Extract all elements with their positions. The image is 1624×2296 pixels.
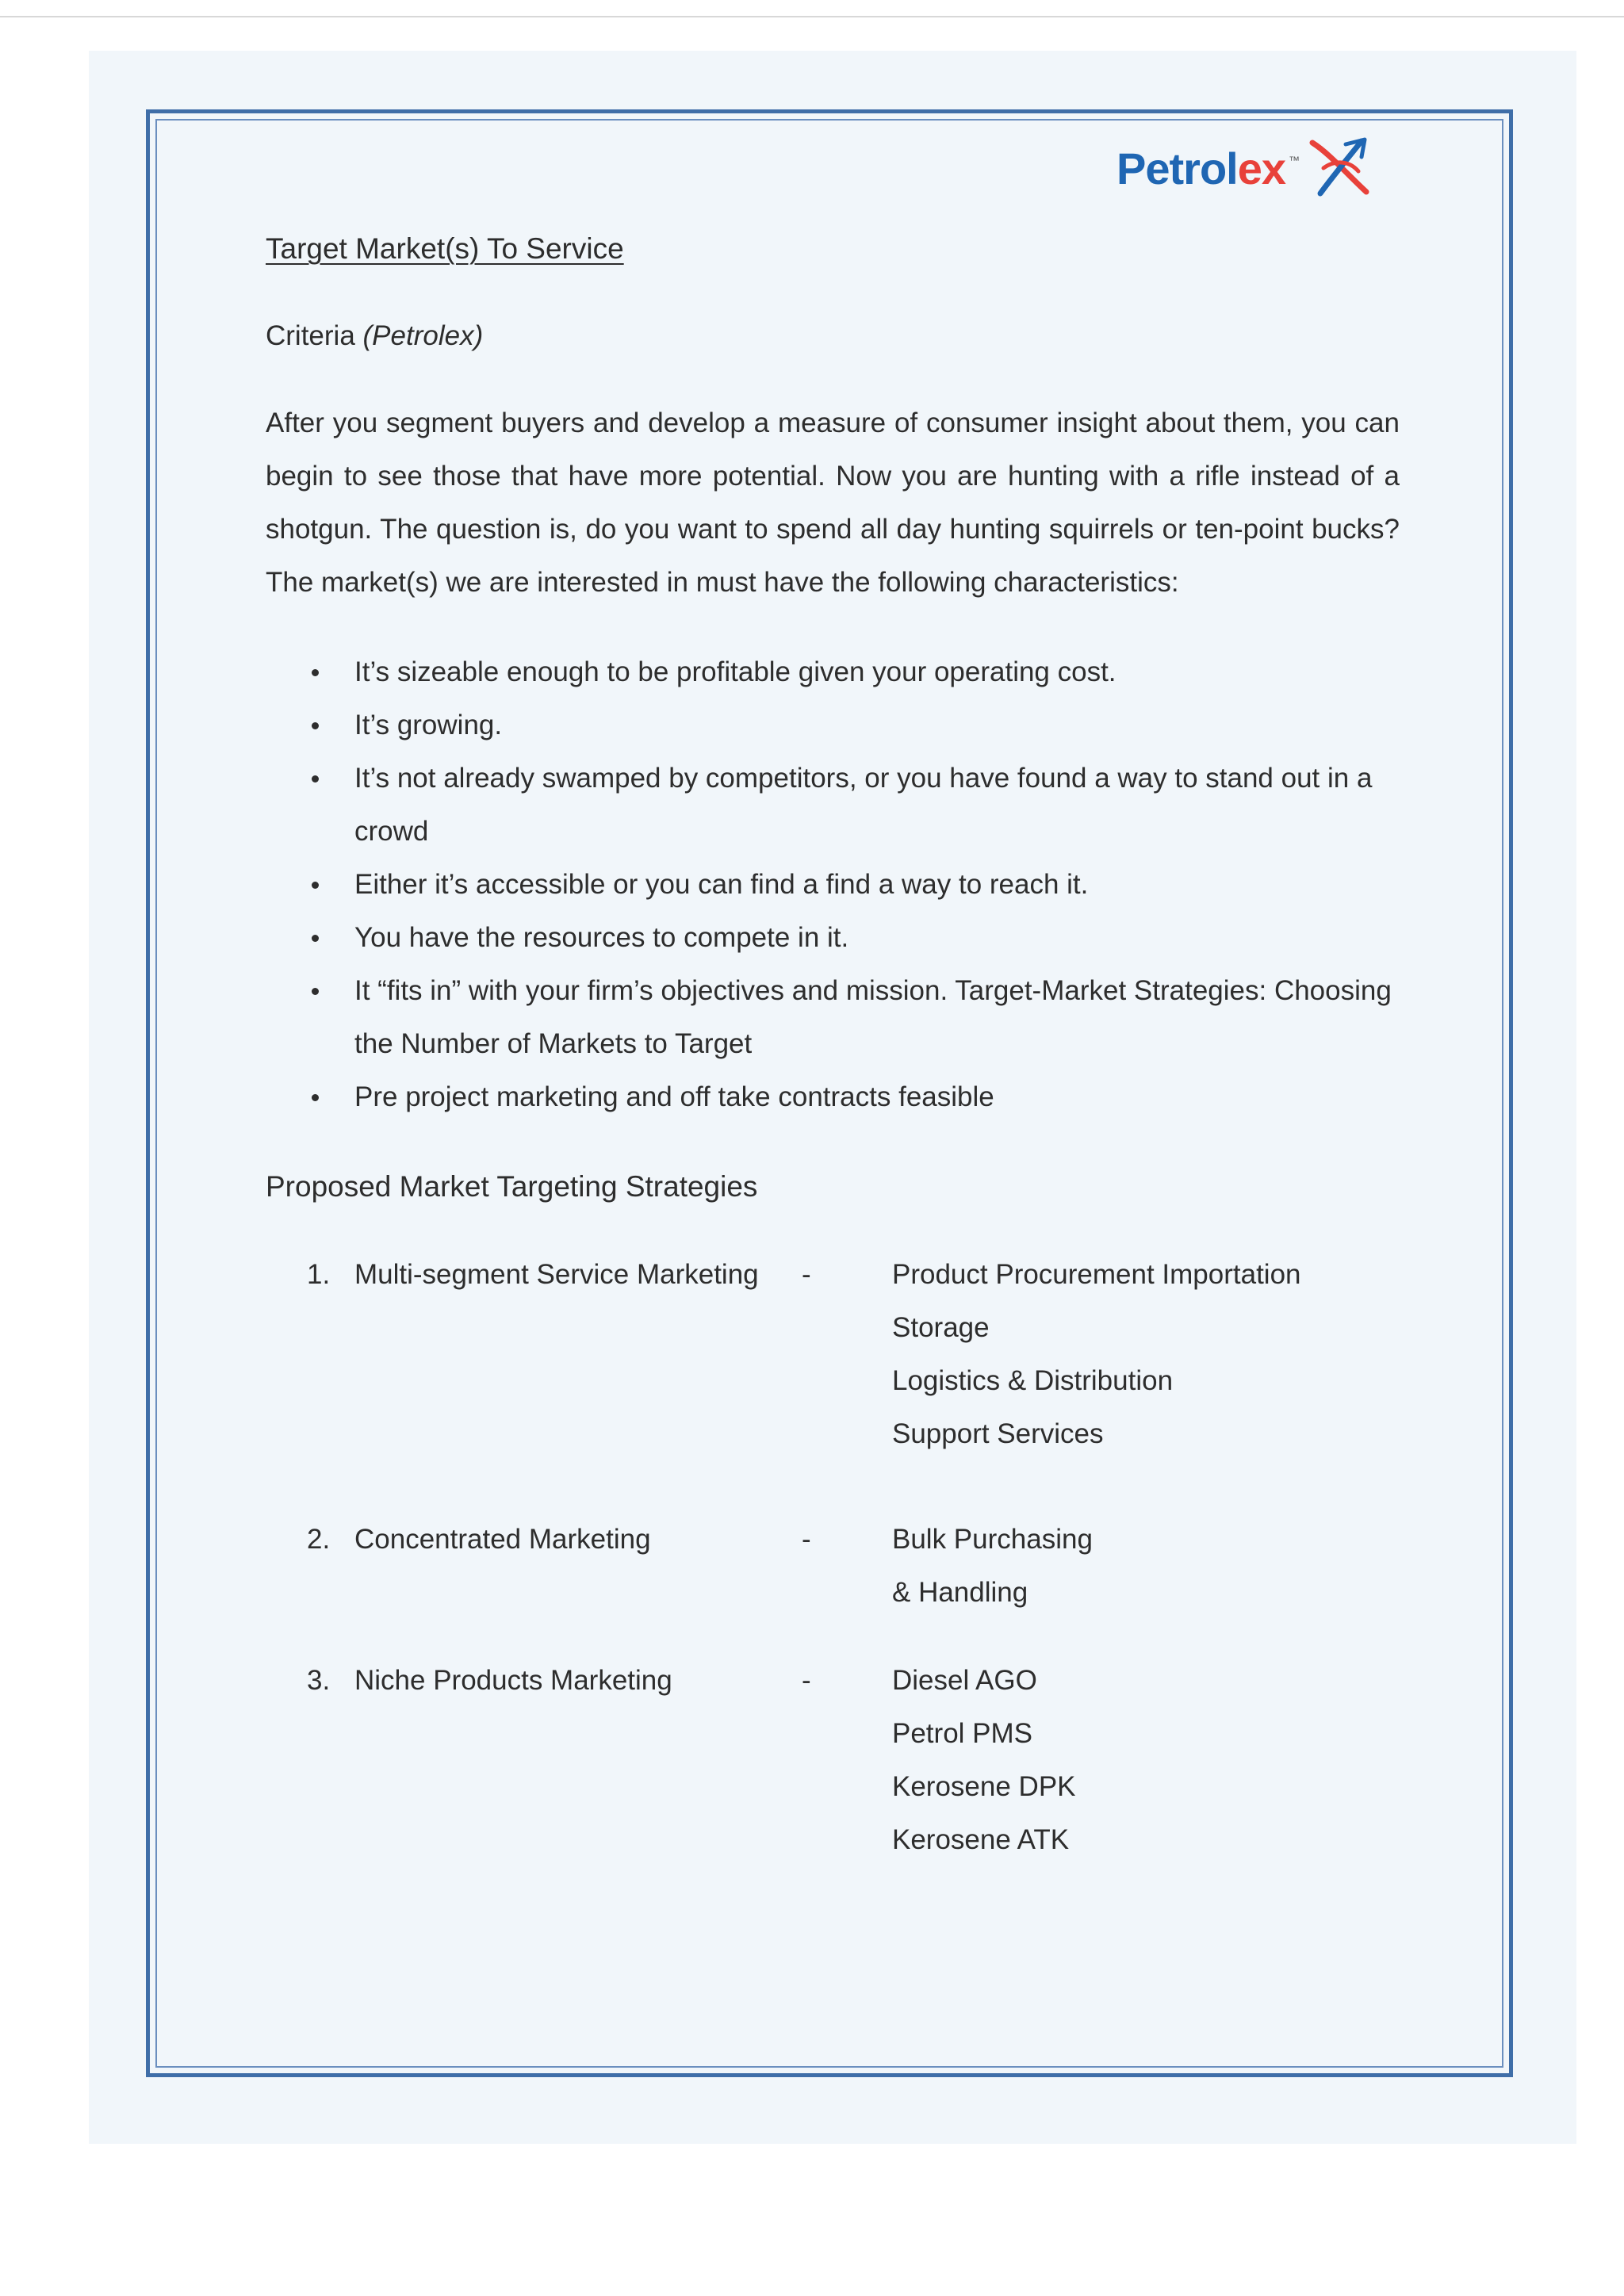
list-item: It’s growing. xyxy=(266,698,1400,752)
logo-trademark: ™ xyxy=(1289,154,1300,166)
strategy-subitem: & Handling xyxy=(892,1577,1028,1608)
criteria-label: Criteria xyxy=(266,320,363,351)
criteria-line xyxy=(266,309,1400,362)
strategy-dash: - xyxy=(802,1665,811,1696)
page-title: Target Market(s) To Service xyxy=(266,232,624,265)
strategy-subitem: Diesel AGO xyxy=(892,1665,1037,1696)
list-item: It’s sizeable enough to be profitable given your operating cost. xyxy=(266,645,1400,698)
bullet-icon xyxy=(312,1094,319,1101)
strategy-subitem: Bulk Purchasing xyxy=(892,1524,1093,1555)
strategy-number: 2. xyxy=(307,1524,331,1555)
bullet-icon xyxy=(312,722,319,729)
strategy-dash: - xyxy=(802,1524,811,1555)
strategy-number: 3. xyxy=(307,1665,331,1696)
strategy-name: Niche Products Marketing xyxy=(354,1665,672,1696)
bullet-icon xyxy=(312,882,319,889)
strategy-sublist xyxy=(892,1248,1400,1460)
document-body xyxy=(266,222,1400,1866)
intro-paragraph: After you segment buyers and develop a measure of consumer insight about them, you can begin to see those that have more potential. Now you are hunting with a rifle instead of a shotgun. The question is, do you want to spend all day hunting squirrels or ten-point bucks? The market(s) we are interested in must have the following characteristics: xyxy=(266,408,1400,598)
strategy-item xyxy=(266,1248,1400,1460)
strategy-subitem: Kerosene DPK xyxy=(892,1771,1076,1802)
bullet-icon xyxy=(312,988,319,995)
strategy-number: 1. xyxy=(307,1259,331,1290)
strategy-dash: - xyxy=(802,1259,811,1290)
strategy-subitem: Support Services xyxy=(892,1418,1104,1449)
list-item: Pre project marketing and off take contracts feasible xyxy=(266,1070,1400,1123)
petrolex-mark-icon xyxy=(1306,136,1376,200)
bullet-icon xyxy=(312,775,319,783)
petrolex-logo xyxy=(1116,136,1376,200)
strategy-item xyxy=(266,1513,1400,1619)
strategy-subitem: Kerosene ATK xyxy=(892,1824,1070,1855)
strategy-sublist xyxy=(892,1654,1400,1866)
bullet-icon xyxy=(312,935,319,942)
characteristics-list xyxy=(266,645,1400,1123)
strategy-subitem: Product Procurement Importation xyxy=(892,1259,1301,1290)
list-item: It “fits in” with your firm’s objectives and mission. Target-Market Strategies: Choosing the Number of Markets to Target xyxy=(266,964,1400,1070)
list-item: You have the resources to compete in it. xyxy=(266,911,1400,964)
strategy-name: Multi-segment Service Marketing xyxy=(354,1259,759,1290)
strategy-subitem: Storage xyxy=(892,1312,990,1343)
logo-wordmark: Petrolex xyxy=(1116,143,1285,193)
bullet-icon xyxy=(312,669,319,676)
strategy-name: Concentrated Marketing xyxy=(354,1524,651,1555)
scan-top-edge xyxy=(0,16,1624,17)
strategy-sublist xyxy=(892,1513,1400,1619)
list-item: It’s not already swamped by competitors, or you have found a way to stand out in a crowd xyxy=(266,752,1400,858)
list-item: Either it’s accessible or you can find a find a way to reach it. xyxy=(266,858,1400,911)
strategy-subitem: Petrol PMS xyxy=(892,1718,1032,1749)
criteria-source: (Petrolex) xyxy=(362,320,484,351)
strategy-subitem: Logistics & Distribution xyxy=(892,1365,1174,1396)
strategies-heading: Proposed Market Targeting Strategies xyxy=(266,1170,758,1203)
strategy-item xyxy=(266,1654,1400,1866)
